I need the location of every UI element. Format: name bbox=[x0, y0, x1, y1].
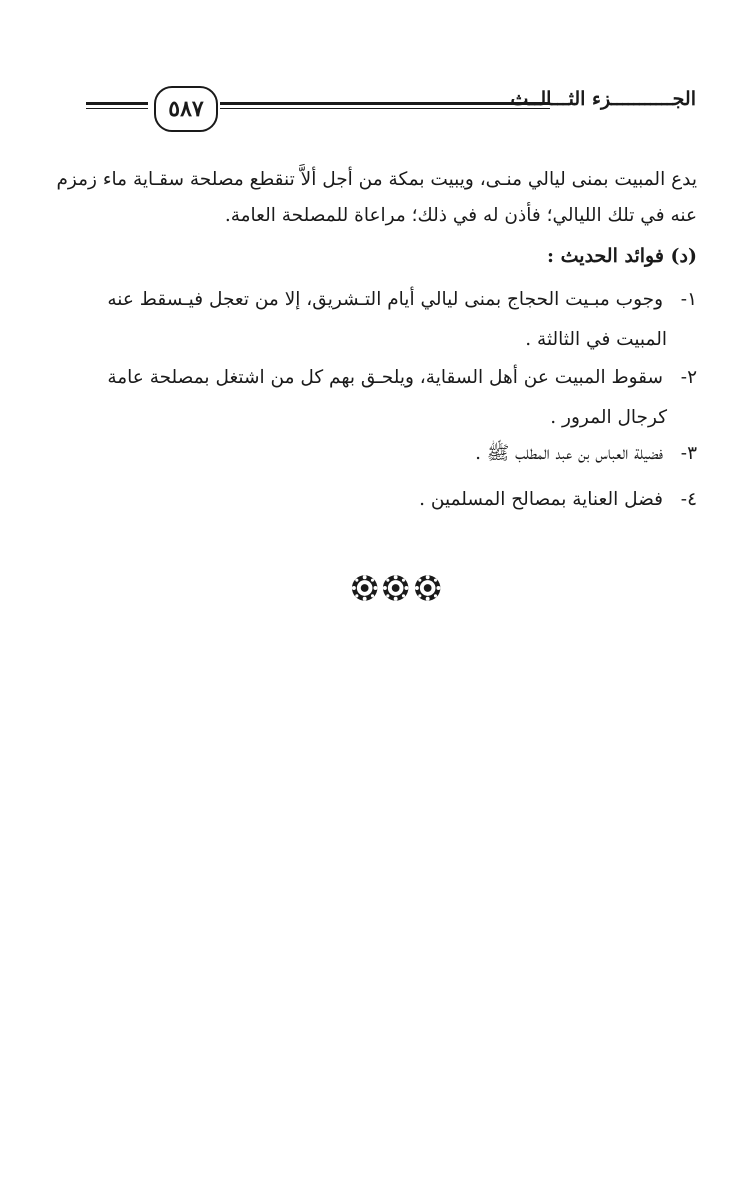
item-number: ١- bbox=[680, 289, 697, 310]
list-item bbox=[57, 480, 697, 520]
running-title: الجـــــــــــزء الثـــالــث bbox=[510, 88, 696, 110]
list-item bbox=[57, 434, 697, 474]
paragraph-line: عنه في تلك الليالي؛ فأذن له في ذلك؛ مراعاة للمصلحة العامة. bbox=[224, 205, 697, 226]
page-number: ٥٨٧ bbox=[154, 86, 218, 132]
flower-ornament-icon bbox=[350, 572, 442, 606]
item-text-continued: كرجال المرور . bbox=[550, 407, 667, 428]
item-text: سقوط المبيت عن أهل السقاية، ويلحـق بهم كل من اشتغل بمصلحة عامة bbox=[107, 367, 663, 388]
list-item bbox=[57, 280, 697, 360]
item-text: فضل العناية بمصالح المسلمين . bbox=[419, 489, 663, 510]
item-text: فضيلة العباس بن عبد المطلب ﷺ . bbox=[475, 443, 663, 464]
item-text-continued: المبيت في الثالثة . bbox=[525, 329, 667, 350]
page-header bbox=[86, 78, 696, 136]
item-number: ٢- bbox=[680, 367, 697, 388]
list-item bbox=[57, 358, 697, 438]
header-rule bbox=[220, 108, 550, 109]
header-rule bbox=[86, 102, 148, 105]
flower-icon bbox=[381, 572, 410, 604]
header-rule bbox=[86, 108, 148, 109]
flower-icon bbox=[413, 572, 442, 604]
item-number: ٣- bbox=[680, 443, 697, 464]
intro-paragraph bbox=[57, 162, 697, 234]
flower-icon bbox=[350, 572, 379, 604]
item-text: وجوب مبـيت الحجاج بمنى ليالي أيام التـشريق، إلا من تعجل فيـسقط عنه bbox=[107, 289, 663, 310]
header-rule bbox=[220, 102, 550, 105]
paragraph-line: يدع المبيت بمنى ليالي منـى، ويبيت بمكة من أجل ألاَّ تنقطع مصلحة سقـاية ماء زمزم bbox=[56, 169, 697, 190]
section-heading: (د) فوائد الحديث : bbox=[547, 245, 697, 267]
item-number: ٤- bbox=[680, 489, 697, 510]
